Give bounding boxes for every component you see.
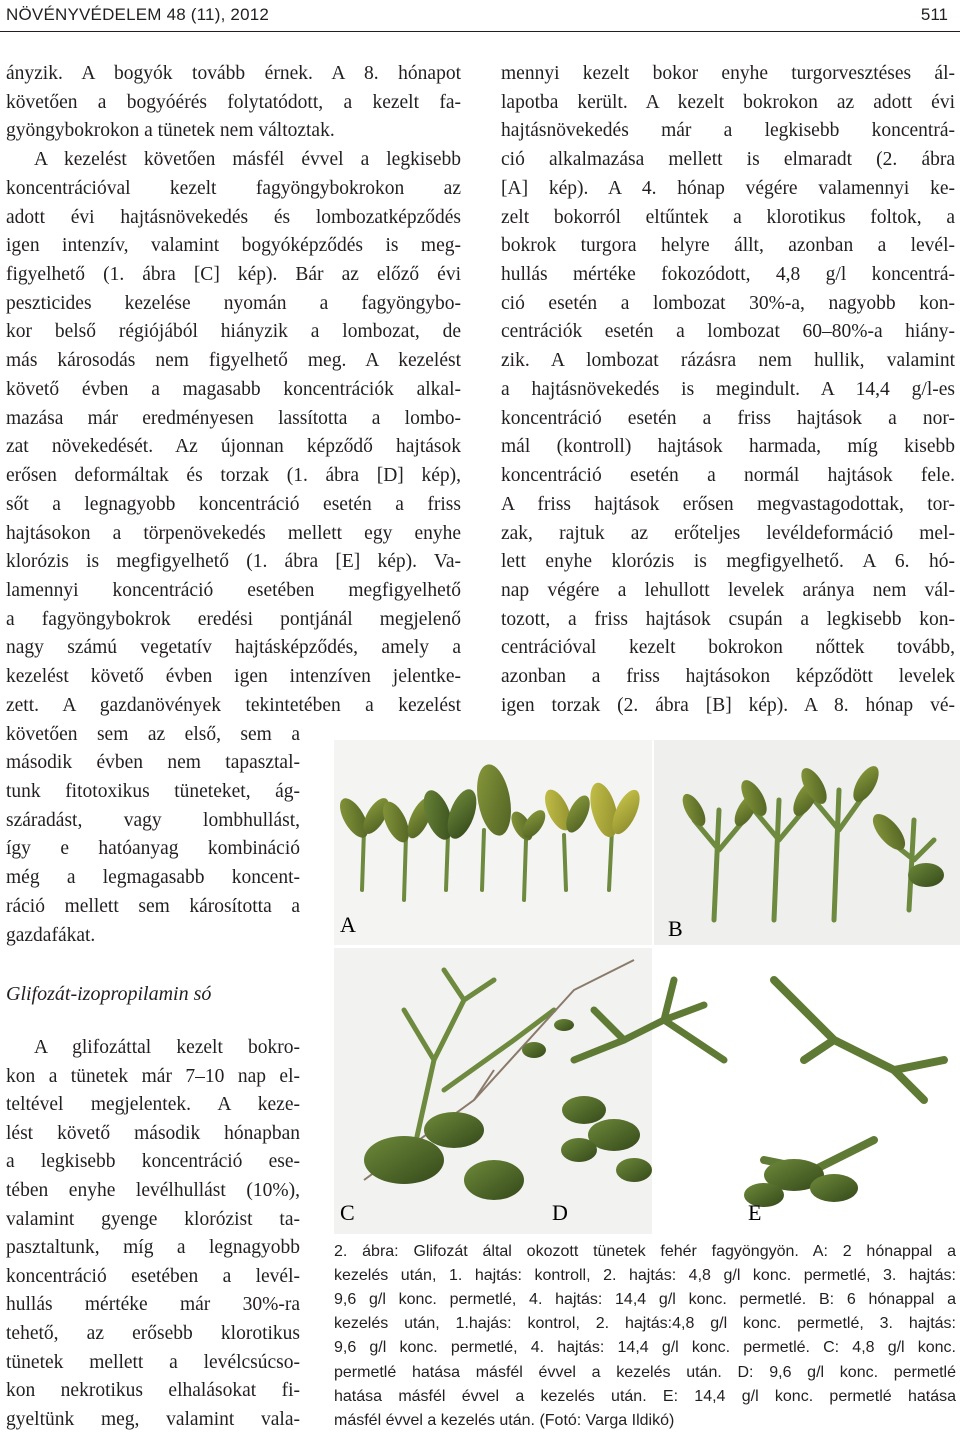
body-text-line: nagy számú vegetatív hajtásképződés, amely a xyxy=(6,637,461,659)
body-text-line: lapotba került. A kezelt bokrokon az adott évi xyxy=(501,91,955,113)
body-text-line: hajtásnövekedés már a legkisebb koncentrá- xyxy=(501,120,955,142)
body-text-line: koncentrációval kezelt fagyöngybokrokon az xyxy=(6,177,461,199)
section-subheading: Glifozát-izopropilamin só xyxy=(6,983,212,1005)
caption-line: 9,6 g/l konc. permetlé, 4. hajtás: 14,4 g/l konc. permetlé. B: 6 hónappal a xyxy=(334,1291,956,1309)
body-text-line: kezelést követő évben igen intenzíven jelentke- xyxy=(6,666,461,688)
body-text-line: hullás mértéke fokozódott, 4,8 g/l koncentrá- xyxy=(501,264,955,286)
body-text-line: követően sem az első, sem a xyxy=(6,723,300,745)
body-text-line: koncentráció esetén a friss hajtások a nor- xyxy=(501,407,955,429)
body-text-line: más károsodás nem figyelhető meg. A kezelést xyxy=(6,350,461,372)
body-text-line: mazása már eredményesen lassította a lombo- xyxy=(6,407,461,429)
panel-a-photo xyxy=(334,740,652,945)
body-text-line: kon a tünetek már 7–10 nap el- xyxy=(6,1065,300,1087)
body-text-line: zat növekedését. Az újonnan képződő hajtások xyxy=(6,436,461,458)
journal-title: NÖVÉNYVÉDELEM 48 (11), 2012 xyxy=(6,5,270,24)
panel-label-a: A xyxy=(340,912,356,937)
body-text-line: tében enyhe levélhullást (10%), xyxy=(6,1180,300,1201)
body-text-line: klorózis is megfigyelhető (1. ábra [E] kép). Va- xyxy=(6,551,461,573)
body-text-line: második évben nem tapasztal- xyxy=(6,752,300,774)
body-text-line: azonban a friss hajtásokon képződött levelek xyxy=(501,666,955,688)
panel-d-photo xyxy=(544,948,744,1234)
body-text-line: mennyi kezelt bokor enyhe turgorvesztéses ál- xyxy=(501,63,955,84)
caption-line: 9,6 g/l konc. permetlé, 4. hajtás: 14,4 g/l konc. permetlé. C: 4,8 g/l konc. xyxy=(334,1339,956,1357)
body-text-line: figyelhető (1. ábra [C] kép). Bár az előző évi xyxy=(6,264,461,286)
panel-label-e: E xyxy=(748,1200,762,1225)
body-text-line: kon nekrotikus elhalásokat fi- xyxy=(6,1380,300,1402)
body-text-line: követően a bogyóérés folytatódott, a kezelt fa- xyxy=(6,91,461,113)
body-text-line: zak, rajtuk az erőteljes levéldeformáció mel- xyxy=(501,522,955,544)
body-text-line: lést követő második hónapban xyxy=(6,1122,300,1144)
body-text-line: valamint gyenge klorózist ta- xyxy=(6,1208,300,1230)
body-text-line: így e hatóanyag kombináció xyxy=(6,838,300,860)
body-text-line: peszticides kezelése nyomán a fagyöngybo- xyxy=(6,292,461,314)
body-text-line: lett enyhe klorózis is megfigyelhető. A 6. hó- xyxy=(501,551,955,573)
body-text-line: a legkisebb koncentráció ese- xyxy=(6,1151,300,1173)
body-text-line: ányzik. A bogyók tovább érnek. A 8. hónapot xyxy=(6,63,461,84)
body-text-line: tunk fitotoxikus tüneteket, ág- xyxy=(6,781,300,802)
panel-e-photo xyxy=(744,980,944,1225)
body-text-line: sőt a legnagyobb koncentráció esetén a friss xyxy=(6,493,461,515)
body-text-line: ció alkalmazása mellett is elmaradt (2. ábra xyxy=(501,149,955,171)
body-text-line: száradást, vagy lombhullást, xyxy=(6,809,300,831)
body-text-line: gyeltünk meg, valamint vala- xyxy=(6,1408,300,1430)
panel-label-c: C xyxy=(340,1200,355,1225)
body-text-line: nap végére a lehullott levelek aránya nem vál- xyxy=(501,579,955,601)
body-text-line: zett. A gazdanövények tekintetében a kezelést xyxy=(6,694,461,716)
figure-photo-plate xyxy=(334,740,960,1234)
body-text-line: igen intenzív, valamint bogyóképződés is meg- xyxy=(6,235,461,257)
caption-line: hatása másfél évvel a kezelés után. E: 14,4 g/l konc. permetlé hatása xyxy=(334,1387,956,1405)
body-text-line: adott évi hajtásnövekedés és lombozatképződés xyxy=(6,206,461,228)
caption-line: 2. ábra: Glifozát által okozott tünetek fehér fagyöngyön. A: 2 hónappal a xyxy=(334,1243,956,1260)
body-text-line: követő évben a magasabb koncentrációk alkal- xyxy=(6,378,461,400)
caption-line: kezelés után, 1.hajás: kontrol, 2. hajtás:4,8 g/l konc. permetlé, 3. hajtás: xyxy=(334,1315,956,1333)
panel-label-b: B xyxy=(668,916,683,941)
body-text-line: erősen deformáltak és torzak (1. ábra [D] kép), xyxy=(6,465,461,487)
caption-line: másfél évvel a kezelés után. (Fotó: Varga Ildikó) xyxy=(334,1411,675,1429)
body-text-line: lamennyi koncentráció esetében megfigyelhető xyxy=(6,579,461,601)
body-text-line: A kezelést követően másfél évvel a legkisebb xyxy=(34,149,461,171)
body-text-line: ráció mellett sem károsította a xyxy=(6,895,300,917)
running-header xyxy=(0,0,960,32)
body-text-line: a hajtásnövekedés is megindult. A 14,4 g/l-es xyxy=(501,378,955,400)
panel-b-photo xyxy=(654,740,960,945)
body-text-line: mál (kontroll) hajtások harmada, míg kisebb xyxy=(501,436,955,458)
body-text-line: tünetek mellett a levélcsúcso- xyxy=(6,1351,300,1373)
body-text-line: koncentráció esetén a normál hajtások fele. xyxy=(501,465,955,487)
body-text-line: zelt bokorról eltűntek a klorotikus foltok, a xyxy=(501,206,955,228)
body-text-line: még a legmagasabb koncent- xyxy=(6,867,300,889)
page-number: 511 xyxy=(920,5,948,24)
body-text-line: [A] kép). A 4. hónap végére valamennyi ke- xyxy=(501,177,955,199)
body-text-line: bokrok turgora helyre állt, azonban a levél- xyxy=(501,235,955,257)
body-text-line: gazdafákat. xyxy=(6,924,96,946)
header-rule xyxy=(0,31,960,32)
body-text-line: hullás mértéke már 30%-ra xyxy=(6,1294,300,1316)
body-text-line: pasztaltunk, míg a legnagyobb xyxy=(6,1237,300,1259)
body-text-line: koncentráció esetében a levél- xyxy=(6,1265,300,1287)
body-text-line: gyöngybokrokon a tünetek nem változtak. xyxy=(6,120,335,142)
body-text-line: tozott, a friss hajtások csupán a legkisebb kon- xyxy=(501,608,955,630)
body-text-line: centrációval kezelt bokrokon nőttek tovább, xyxy=(501,637,955,659)
body-text-line: zik. A lombozat rázásra nem hullik, valamint xyxy=(501,350,955,372)
body-text-line: igen torzak (2. ábra [B] kép). A 8. hónap vé- xyxy=(501,694,955,716)
body-text-line: kor belső régiójából hiányzik a lombozat, de xyxy=(6,321,461,343)
body-text-line: teltével megjelentek. A keze- xyxy=(6,1094,300,1116)
body-text-line: tehető, az erősebb klorotikus xyxy=(6,1323,300,1344)
caption-line: permetlé hatása másfél évvel a kezelés után. D: 9,6 g/l konc. permetlé xyxy=(334,1363,956,1381)
caption-line: kezelés után, 1. hajtás: kontroll, 2. hajtás: 4,8 g/l konc. permetlé, 3. hajtás: xyxy=(334,1267,956,1285)
panel-label-d: D xyxy=(552,1200,568,1225)
body-text-line: A glifozáttal kezelt bokro- xyxy=(34,1037,300,1058)
mistletoe-photographs xyxy=(334,740,960,1234)
body-text-line: ció esetén a lombozat 30%-a, nagyobb kon- xyxy=(501,292,955,314)
body-text-line: centrációk esetén a lombozat 60–80%-a hiány- xyxy=(501,321,955,343)
body-text-line: A friss hajtások erősen megvastagodottak, tor- xyxy=(501,493,955,515)
body-text-line: hajtásokon a törpenövekedés mellett egy enyhe xyxy=(6,522,461,544)
body-text-line: a fagyöngybokrok eredési pontjánál megjelenő xyxy=(6,608,461,630)
